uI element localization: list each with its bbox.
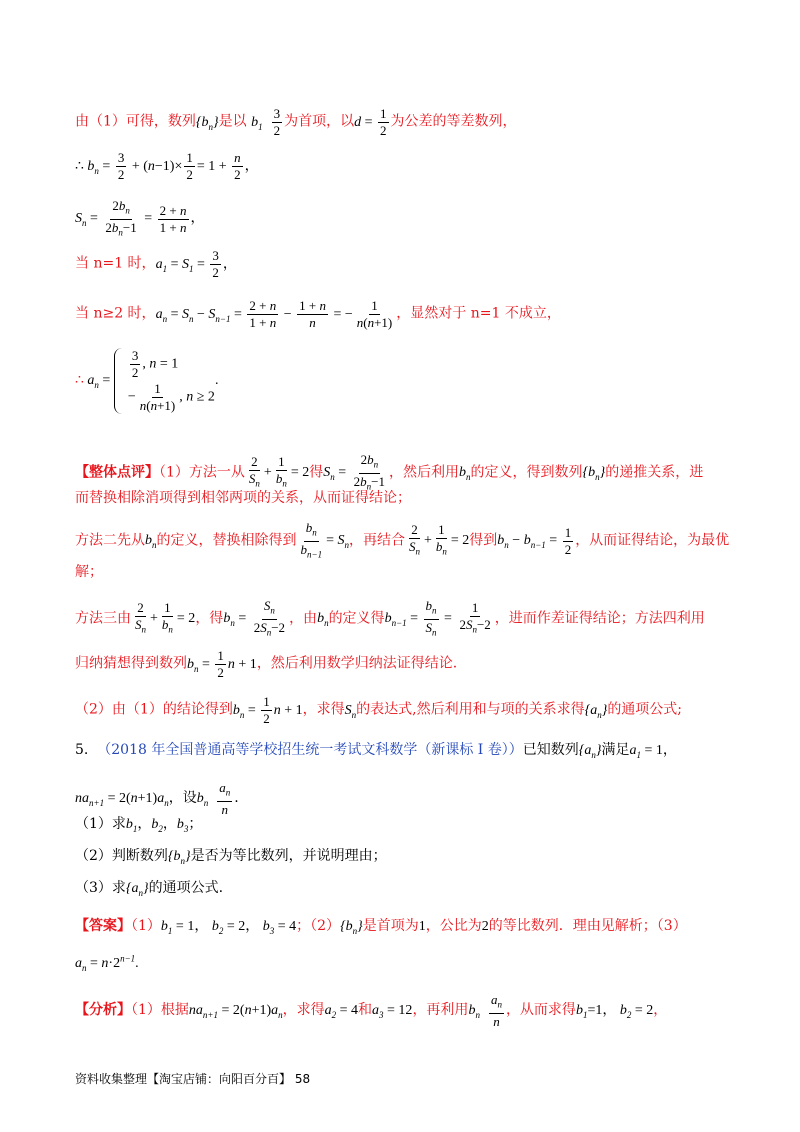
formula: $a_3 = 12$: [372, 1003, 413, 1020]
formula: $a_1 = 1$: [629, 743, 663, 760]
section-tag: 【整体点评】: [75, 464, 159, 481]
text: 得: [309, 464, 324, 481]
evaluation-line-6: [75, 648, 457, 681]
formula: 1: [418, 919, 426, 934]
question-5-part-2: [75, 846, 387, 871]
formula: $b_n$: [317, 611, 329, 629]
cases-bracket: $\frac{3}{2}$ , n = 1 − $\frac{1}{n(n+1)}$ , n ≥ 2: [114, 348, 215, 414]
text: （1）方法一从: [159, 464, 245, 481]
solution-line-5: [75, 298, 561, 331]
text: ，设: [168, 790, 197, 807]
text: ，然后利用数学归纳法证得结论.: [256, 655, 458, 672]
evaluation-line-5: [75, 598, 705, 640]
text: 的定义，得到数列: [470, 464, 583, 481]
formula: $b_1$，$b_2$，$b_3$: [125, 817, 189, 834]
question-5-line-2: [75, 780, 239, 818]
text: （3）求: [75, 880, 126, 896]
text: ，求得: [282, 1002, 325, 1019]
evaluation-line-2: 而替换相除消项得到相邻两项的关系，从而证得结论；: [75, 490, 411, 506]
formula: $b_n$ = $\frac{1}{2}$ n + 1: [232, 694, 303, 726]
solution-line-6: [75, 348, 218, 414]
evaluation-line-7: [75, 694, 682, 727]
page-footer: 资料收集整理【淘宝店铺：向阳百分百】 58: [75, 1072, 311, 1086]
text: 是以: [218, 113, 247, 130]
formula: $\frac{2}{S_n}$ + $\frac{1}{b_n}$ = 2: [135, 600, 196, 635]
text: 已知数列: [522, 742, 579, 758]
evaluation-line-4: 解；: [75, 564, 103, 580]
text: （1）: [131, 918, 161, 934]
formula: $b_n$: [145, 533, 157, 551]
formula: $\{a_n\}$: [125, 881, 149, 898]
text: ；: [188, 816, 203, 832]
text: ，再利用: [412, 1002, 469, 1019]
formula: $na_{n+1} = 2(n+1)a_n$: [188, 1003, 283, 1020]
section-tag: 【答案】: [75, 918, 131, 934]
text: 的递推关系，进: [605, 464, 704, 481]
formula: $b_n$ = $\frac{S_n}{2S_n-2}$: [223, 598, 286, 638]
text: 满足: [601, 742, 630, 758]
formula: $b_n - b_{n-1}$ = $\frac{1}{2}$: [497, 524, 572, 557]
formula: $\{b_n\}$: [167, 849, 191, 866]
solution-line-4: [75, 248, 237, 281]
formula: $\frac{b_n}{b_{n-1}}$ = $S_n$: [300, 520, 349, 560]
formula: $b_{n-1}$ = $\frac{b_n}{S_n}$ = $\frac{1}{2S_n-2}$: [384, 598, 491, 638]
formula: $\{a_n\}$: [578, 743, 602, 760]
text: ，公比为: [425, 918, 482, 934]
text: 方法二先从: [75, 532, 145, 549]
question-5-part-1: [75, 814, 202, 839]
text: 的等比数列．理由见解析；（3）: [488, 918, 687, 934]
text: （2）判断数列: [75, 848, 168, 864]
text: ，再结合: [348, 532, 405, 549]
formula: $\frac{2}{S_n}$ + $\frac{1}{b_n}$ = 2: [408, 522, 470, 557]
formula: $b_1 = 1$， $b_2 = 2$， $b_3 = 4$: [160, 919, 297, 936]
formula: $na_{n+1} = 2(n+1)a_n$: [75, 791, 169, 808]
formula: d = $\frac{1}{2}$: [354, 106, 387, 138]
formula: $\{a_n\}$: [584, 702, 608, 720]
question-5-line-1: [75, 740, 677, 765]
formula: $S_n$: [344, 702, 357, 720]
text: 的定义得: [328, 610, 385, 627]
section-tag: 【分析】: [75, 1002, 131, 1019]
text: 为公差的等差数列，: [390, 113, 517, 130]
formula: $S_n$ = $\frac{2b_n}{2b_n-1}$: [323, 452, 385, 492]
text: ，进而作差证得结论；方法四利用: [494, 610, 705, 627]
text: ，由: [289, 610, 318, 627]
text: ，: [662, 742, 677, 758]
formula: 2: [481, 919, 489, 934]
formula: $b_n$: [458, 465, 471, 483]
answer-line-1: [75, 916, 687, 941]
text: 由（1）可得，数列: [75, 113, 196, 130]
solution-line-1: [75, 106, 517, 139]
formula: $\frac{2}{S_n}$ + $\frac{1}{b_n}$ = 2: [248, 454, 310, 489]
formula: $b_n$ $\frac{a_n}{n}$: [468, 992, 502, 1029]
text: （1）求: [75, 816, 126, 832]
formula: $\{b_n\}$: [340, 919, 363, 936]
answer-line-2: [75, 948, 139, 977]
text: 得到: [469, 532, 498, 549]
formula: $b_1=1$， $b_2 = 2$: [575, 1003, 654, 1020]
text: 归纳猜想得到数列: [75, 655, 187, 672]
text: ，显然对于 n=1 不成立，: [396, 305, 561, 322]
formula: $b_n$ = $\frac{1}{2}$ n + 1: [187, 648, 257, 680]
text: 的定义，替换相除得到: [156, 532, 297, 549]
formula: $b_n$ $\frac{a_n}{n}$: [196, 780, 231, 817]
text: （2）由（1）的结论得到: [75, 701, 233, 718]
text: ，从而证得结论，为最优: [575, 532, 730, 549]
formula: ∴ $a_n$ = $\frac{3}{2}$ , n = 1 − $\frac{1}{n(n+1)}$ , n ≥ 2 .: [75, 348, 219, 413]
formula: ∴ $b_n$ = $\frac{3}{2}$ + (n−1)× $\frac{1}{2}$ = 1 + $\frac{n}{2}$ ，: [75, 150, 259, 182]
solution-line-3: [75, 198, 205, 240]
formula: $\{b_n\}$: [582, 465, 606, 483]
text: ；（2）: [296, 918, 341, 934]
question-number: 5.: [75, 742, 89, 758]
text: 当 n≥2 时，: [75, 305, 156, 322]
text: ，得: [195, 610, 224, 627]
formula: $a_n = n\cdot 2^{n-1}$.: [75, 953, 139, 973]
text: 是否为等比数列，并说明理由；: [190, 848, 387, 864]
text: 的通项公式.: [148, 880, 224, 896]
text: ，: [653, 1002, 668, 1019]
text: （1）根据: [131, 1002, 189, 1019]
text: 和: [358, 1002, 373, 1019]
text: 为首项，以: [284, 113, 355, 130]
formula: $\{b_n\}$: [195, 114, 219, 132]
text: .: [234, 790, 239, 807]
formula: $S_n$ = $\frac{2b_n}{2b_n-1}$ = $\frac{2 + n}{1 + n}$ ，: [75, 198, 205, 238]
formula: $a_n = S_n - S_{n-1}$ = $\frac{2 + n}{1 + n}$ − $\frac{1 + n}{n}$ = − $\frac{1}{n(n+1)}$: [155, 298, 393, 330]
formula: $a_2 = 4$: [324, 1003, 359, 1020]
formula: $b_1$ $\frac{3}{2}$: [251, 106, 281, 138]
question-5-part-3: [75, 878, 223, 903]
text: 的通项公式;: [607, 701, 683, 718]
evaluation-line-3: [75, 520, 729, 562]
analysis-line-1: [75, 992, 667, 1030]
formula: $a_1 = S_1$ = $\frac{3}{2}$ ，: [155, 248, 237, 280]
text: ，然后利用: [388, 464, 459, 481]
question-source: （2018 年全国普通高等学校招生统一考试文科数学（新课标 I 卷））: [97, 742, 523, 758]
text: 的表达式,然后利用和与项的关系求得: [356, 701, 585, 718]
text: ，从而求得: [505, 1002, 576, 1019]
text: 方法三由: [75, 610, 131, 627]
solution-line-2: [75, 150, 259, 183]
text: 当 n=1 时，: [75, 255, 156, 272]
text: ，求得: [302, 701, 345, 718]
text: 是首项为: [362, 918, 419, 934]
